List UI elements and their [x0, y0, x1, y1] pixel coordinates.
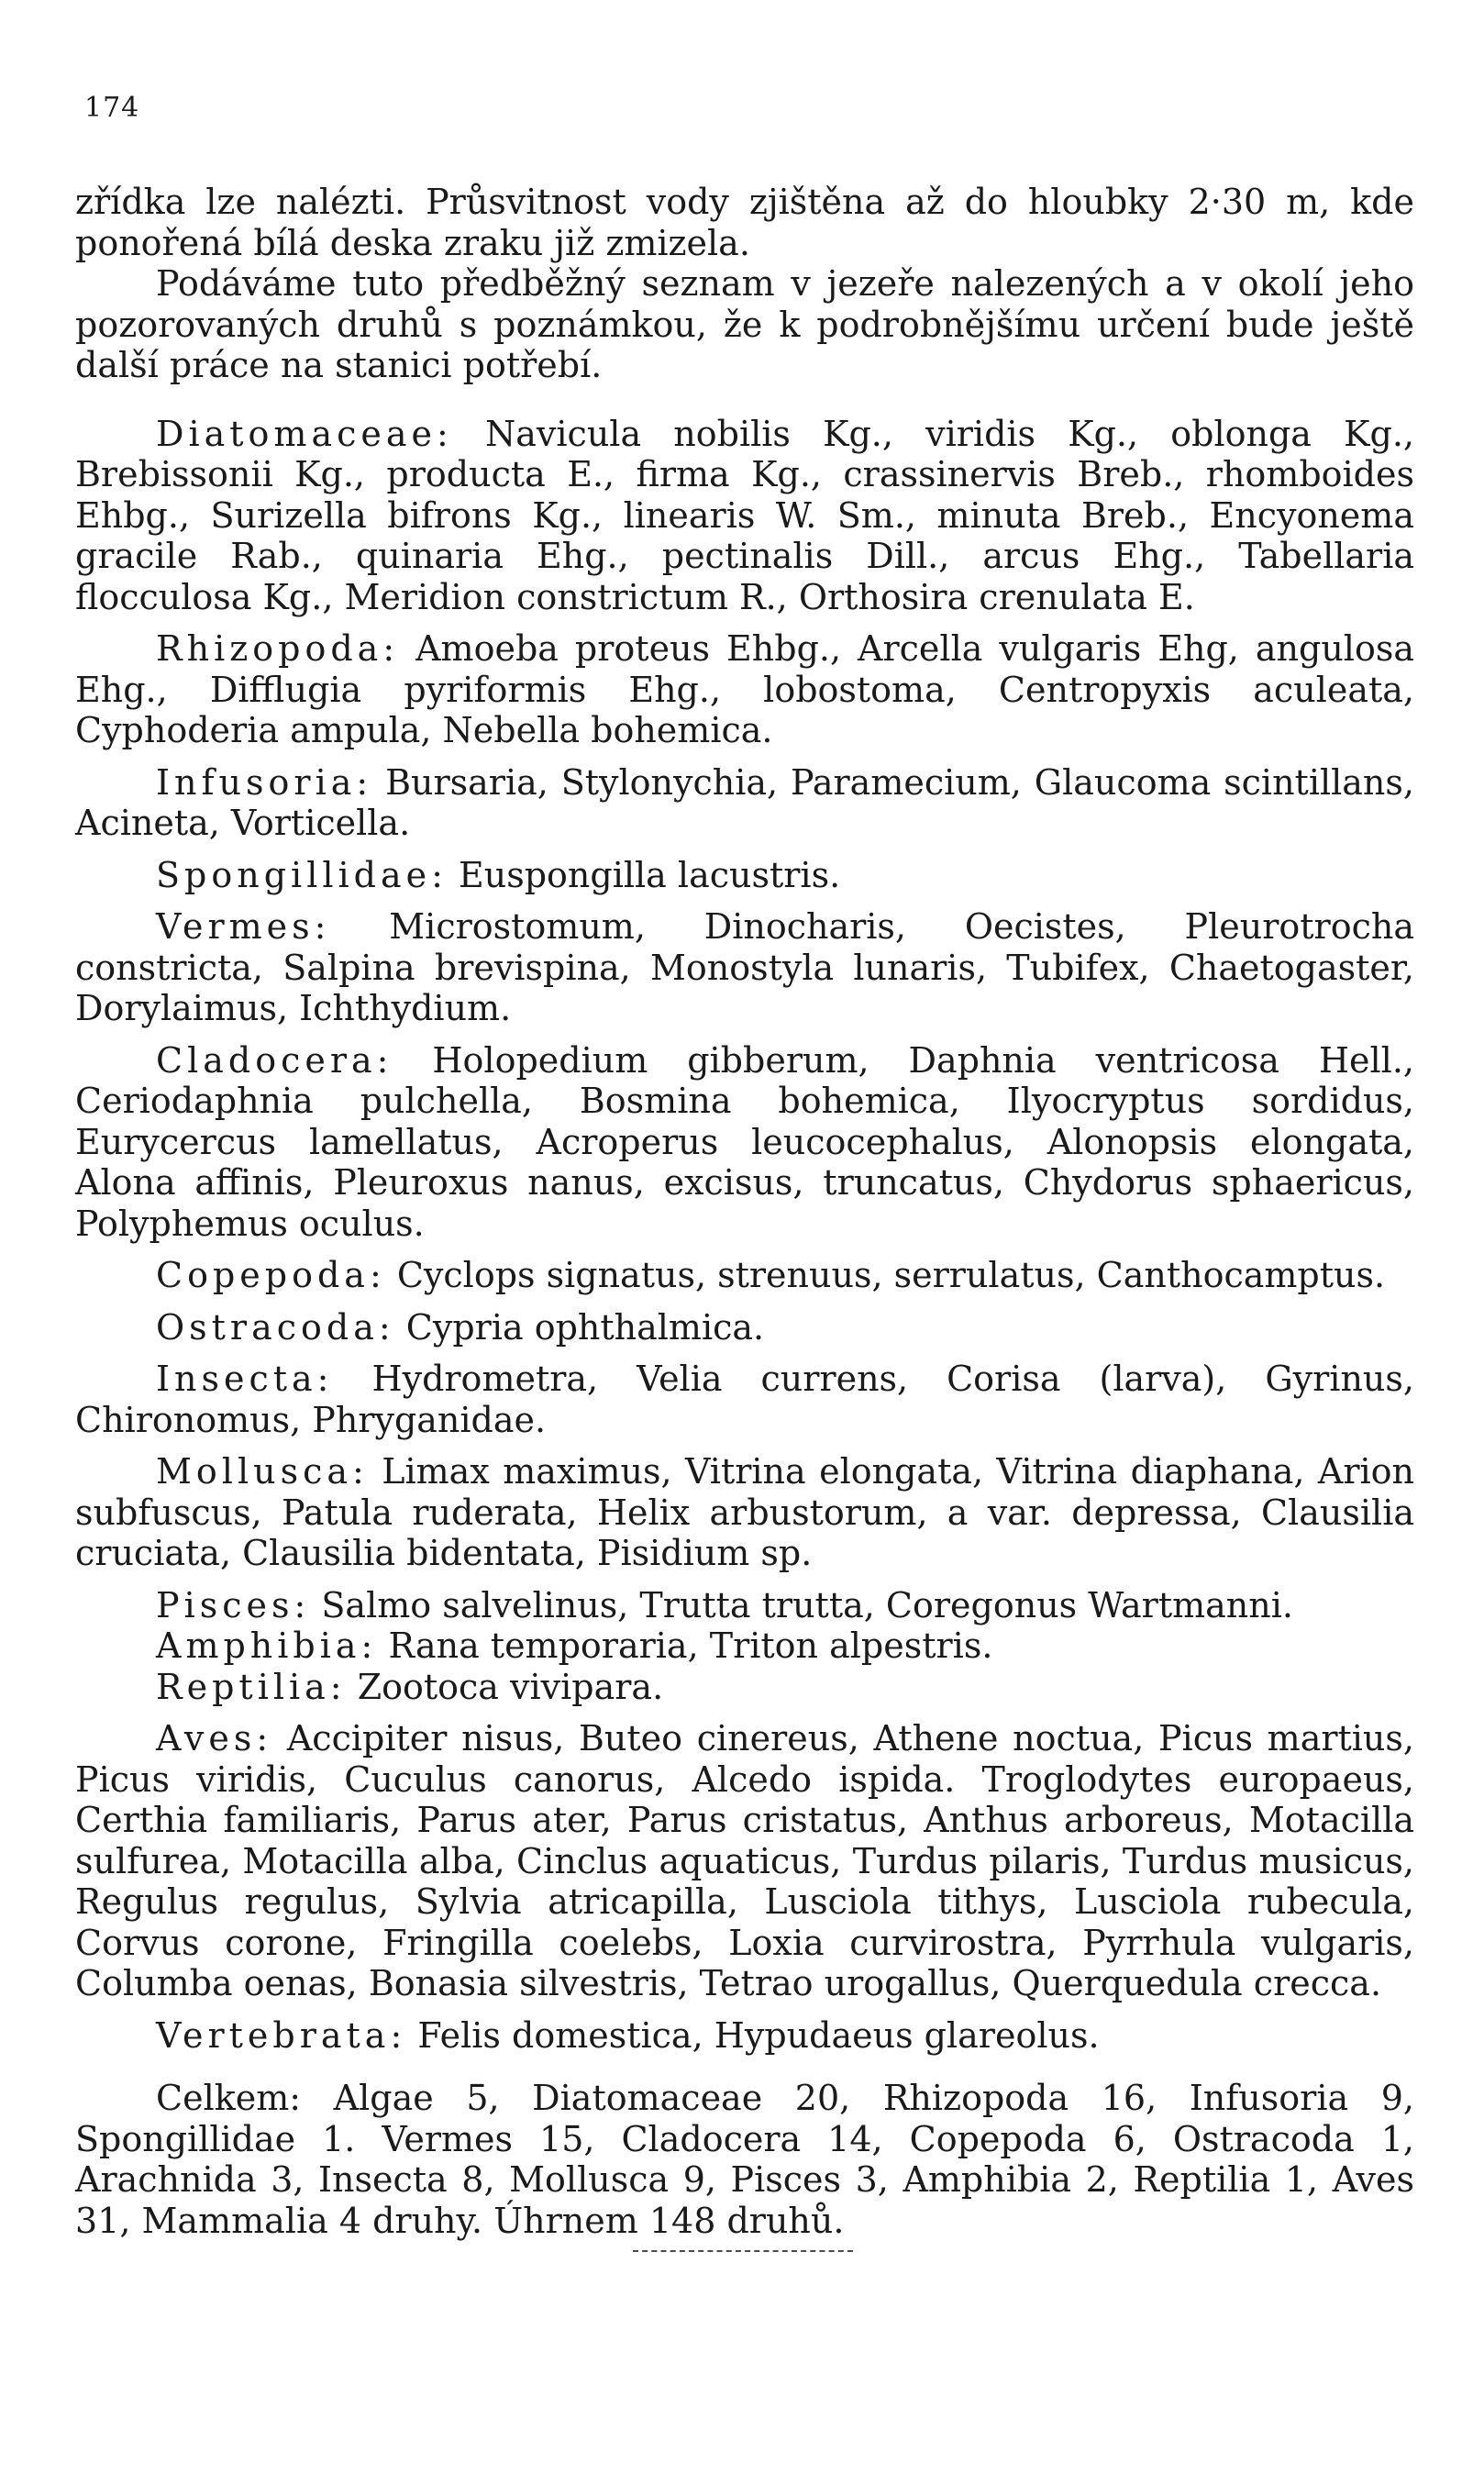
end-rule: [633, 2250, 853, 2252]
group-name: Amphibia:: [156, 1625, 378, 1666]
group-entry-mollusca: [75, 1451, 1414, 1574]
group-entry-amphibia: [75, 1625, 1414, 1667]
group-entry-infusoria: [75, 762, 1414, 844]
group-species: Amoeba proteus Ehbg., Arcella vulgaris Ehg, angulosa Ehg., Difflugia pyriformis Ehg., lobostoma, Centropyxis aculeata, Cyphoderia ampula, Nebella bohemica.: [75, 628, 1414, 750]
summary-paragraph: Celkem: Algae 5, Diatomaceae 20, Rhizopoda 16, Infusoria 9, Spongillidae 1. Vermes 15, Cladocera 14, Copepoda 6, Ostracoda 1, Arachnida 3, Insecta 8, Mollusca 9, Pisces 3, Amphibia 2, Reptilia 1, Aves 31, Mammalia 4 druhy. Úhrnem 148 druhů.: [75, 2078, 1414, 2241]
group-species: Holopedium gibberum, Daphnia ventricosa Hell., Ceriodaphnia pulchella, Bosmina bohemica, Ilyocryptus sordidus, Eurycercus lamellatus, Acroperus leucocephalus, Alonopsis elongata, Alona affinis, Pleuroxus nanus, excisus, truncatus, Chydorus sphaericus, Polyphemus oculus.: [75, 1039, 1414, 1244]
group-name: Vermes:: [156, 906, 331, 947]
group-entry-ostracoda: [75, 1307, 1414, 1348]
group-species: Microstomum, Dinocharis, Oecistes, Pleurotrocha constricta, Salpina brevispina, Monostyla lunaris, Tubifex, Chaetogaster, Dorylaimus, Ichthydium.: [75, 906, 1414, 1028]
group-name: Insecta:: [156, 1359, 334, 1399]
group-entry-vertebrata: [75, 2015, 1414, 2057]
group-name: Vertebrata:: [156, 2014, 407, 2056]
group-entry-aves: [75, 1718, 1414, 2004]
group-name: Copepoda:: [156, 1255, 386, 1295]
group-entry-rhizopoda: [75, 628, 1414, 751]
group-species: Rana temporaria, Triton alpestris.: [377, 1625, 993, 1666]
intro-paragraph: Podáváme tuto předběžný seznam v jezeře nalezených a v okolí jeho pozorovaných druhů s poznámkou, že k podrobnějšímu určení bude ještě další práce na stanici potřebí.: [75, 263, 1414, 385]
group-species: Salmo salvelinus, Trutta trutta, Coregonus Wartmanni.: [310, 1584, 1293, 1625]
group-name: Rhizopoda:: [156, 628, 400, 669]
group-entry-cladocera: [75, 1040, 1414, 1245]
group-name: Cladocera:: [156, 1039, 393, 1081]
group-species: Euspongilla lacustris.: [447, 854, 841, 895]
group-species: Zootoca vivipara.: [346, 1666, 664, 1707]
page-number: 174: [84, 92, 140, 124]
group-name: Ostracoda:: [156, 1306, 395, 1348]
group-species: Accipiter nisus, Buteo cinereus, Athene noctua, Picus martius, Picus viridis, Cuculus canorus, Alcedo ispida. Troglodytes europaeus, Certhia familiaris, Parus ater, Parus cristatus, Anthus arboreus, Motacilla sulfurea, Motacilla alba, Cinclus aquaticus, Turdus pilaris, Turdus musicus, Regulus regulus, Sylvia atricapilla, Lusciola tithys, Lusciola rubecula, Corvus corone, Fringilla coelebs, Loxia curvirostra, Pyrrhula vulgaris, Columba oenas, Bonasia silvestris, Tetrao urogallus, Querquedula crecca.: [75, 1718, 1414, 2003]
group-species: Hydrometra, Velia currens, Corisa (larva), Gyrinus, Chironomus, Phryganidae.: [75, 1359, 1414, 1440]
group-species: Limax maximus, Vitrina elongata, Vitrina diaphana, Arion subfuscus, Patula ruderata, Helix arbustorum, a var. depressa, Clausilia cruciata, Clausilia bidentata, Pisidium sp.: [75, 1451, 1414, 1573]
group-name: Aves:: [156, 1718, 273, 1758]
document-body: [75, 182, 1414, 2241]
group-species: Felis domestica, Hypudaeus glareolus.: [406, 2014, 1100, 2056]
group-name: Spongillidae:: [156, 854, 448, 895]
group-entry-insecta: [75, 1359, 1414, 1440]
group-name: Infusoria:: [156, 761, 373, 803]
group-species: Cypria ophthalmica.: [394, 1306, 765, 1348]
group-name: Pisces:: [156, 1584, 311, 1625]
group-entry-diatomaceae: [75, 414, 1414, 618]
group-entry-spongillidae: [75, 855, 1414, 896]
group-name: Mollusca:: [156, 1451, 369, 1492]
group-species: Navicula nobilis Kg., viridis Kg., oblonga Kg., Brebissonii Kg., producta E., firma Kg., crassinervis Breb., rhomboides Ehbg., Surizella bifrons Kg., linearis W. Sm., minuta Breb., Encyonema gracile Rab., quinaria Ehg., pectinalis Dill., arcus Ehg., Tabellaria flocculosa Kg., Meridion constrictum R., Orthosira crenulata E.: [75, 413, 1414, 617]
group-entry-copepoda: [75, 1255, 1414, 1296]
group-entry-pisces: [75, 1585, 1414, 1626]
group-entry-reptilia: [75, 1667, 1414, 1708]
intro-paragraph-continuation: zřídka lze nalézti. Průsvitnost vody zjištěna až do hloubky 2·30 m, kde ponořená bílá deska zraku již zmizela.: [75, 182, 1414, 263]
group-entry-vermes: [75, 906, 1414, 1029]
group-name: Reptilia:: [156, 1666, 347, 1707]
group-species: Cyclops signatus, strenuus, serrulatus, Canthocamptus.: [385, 1255, 1386, 1295]
group-species: Bursaria, Stylonychia, Paramecium, Glaucoma scintillans, Acineta, Vorticella.: [75, 761, 1414, 843]
group-name: Diatomaceae:: [156, 413, 453, 454]
